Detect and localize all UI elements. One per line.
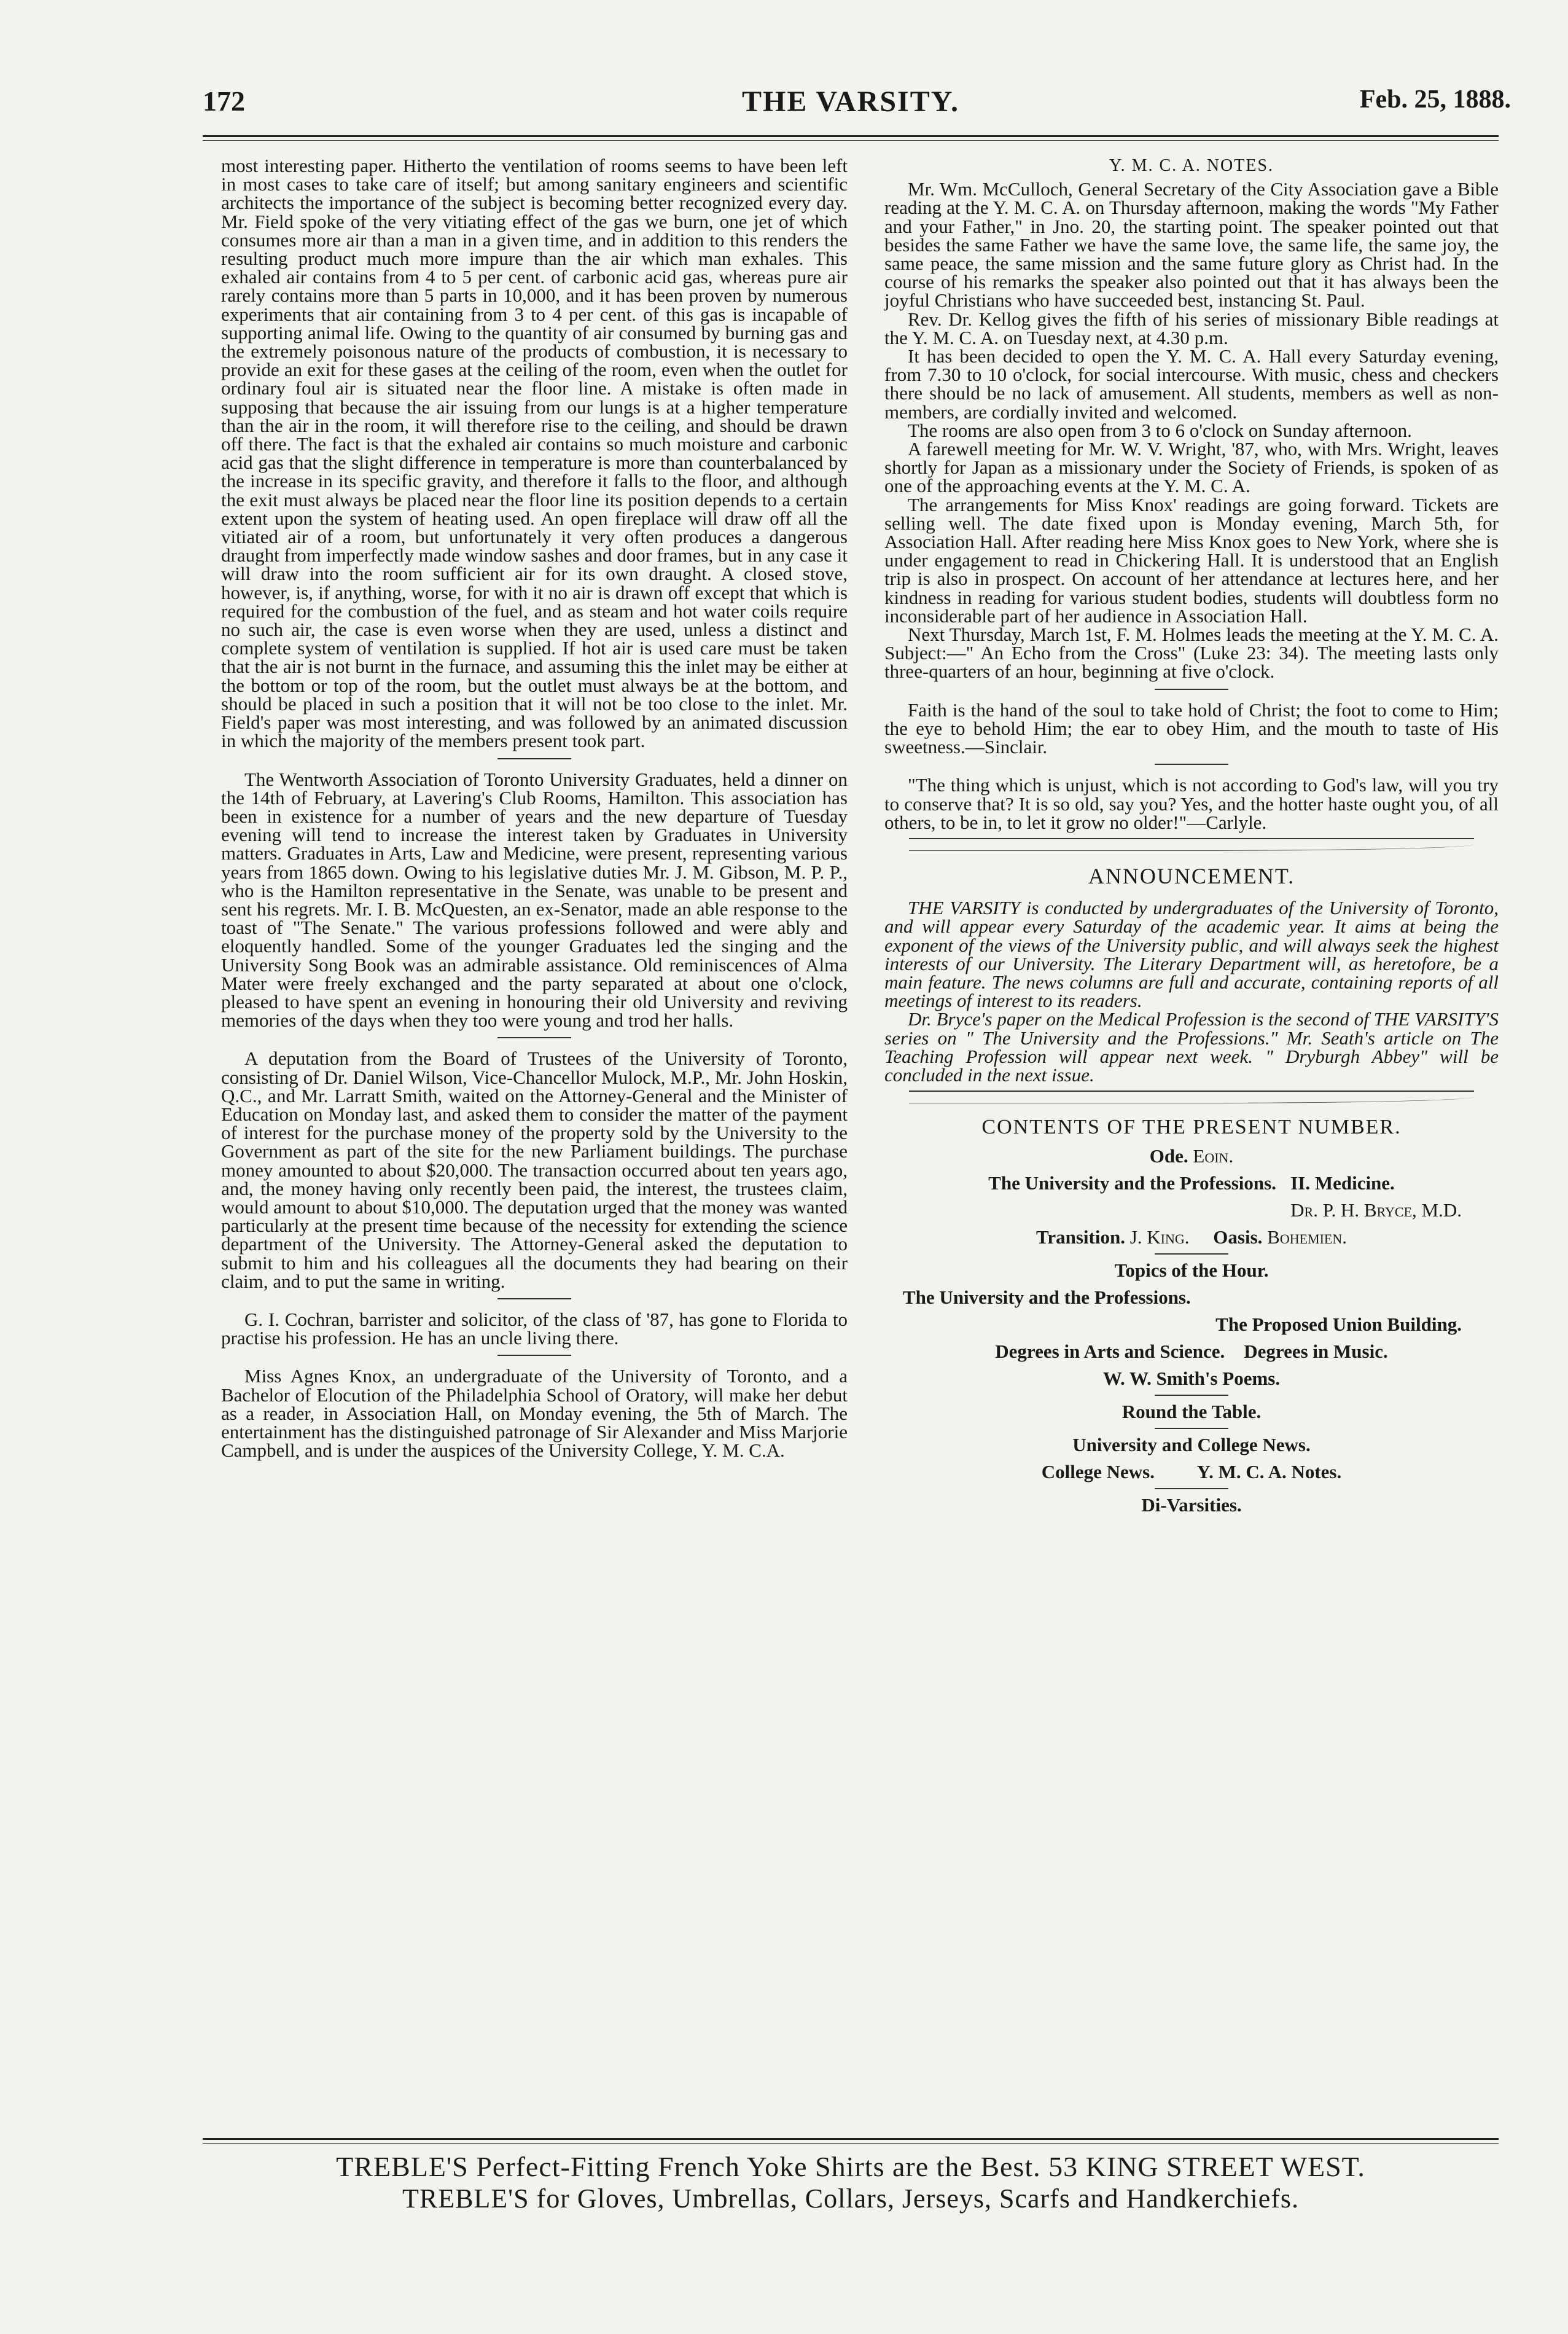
toc-item: The University and the Professions.	[903, 1286, 1191, 1309]
advert-line: TREBLE'S for Gloves, Umbrellas, Collars, Jerseys, Scarfs and Handkerchiefs.	[402, 2183, 1300, 2214]
announcement-text: THE VARSITY is conducted by undergraduates of the University of Toronto, and will appear every Saturday of the academic year. It aims at being the exponent of the views of the University public, and will always seek the highest interests of our University. The Literary Department will, as heretofore, be a main feature. The news columns are full and accurate, containing reports of all meetings of interest to its readers.	[884, 897, 1499, 1012]
left-column	[221, 157, 848, 1460]
divider	[497, 1298, 571, 1299]
footer-rule	[203, 2138, 1499, 2144]
article-deputation: A deputation from the Board of Trustees of the University of Toronto, consisting of Dr. Daniel Wilson, Vice-Chancellor Mulock, M.P., Mr. John Hoskin, Q.C., and Mr. Larratt Smith, waited on the Attorney-General and the Minister of Education on Monday last, and asked them to consider the matter of the payment of interest for the purchase money of the property sold by the University to the Government as part of the site for the new Parliament buildings. The purchase money amounted to about $20,000. The transaction occurred about ten years ago, and, the money having only recently been paid, the interest, the trustees claim, would amount to about $10,000. The deputation urged that the money was wanted particularly at the present time because of the necessity for extending the science department of the University. The Attorney-General asked the deputation to submit to him and his colleagues all the documents they had bearing on their claim, and to put the same in writing.	[221, 1048, 848, 1292]
toc-item: Topics of the Hour.	[1114, 1259, 1269, 1282]
issue-date: Feb. 25, 1888.	[1359, 85, 1511, 114]
toc-item: The Proposed Union Building.	[1215, 1314, 1462, 1336]
ymca-note: Rev. Dr. Kellog gives the fifth of his series of missionary Bible readings at the Y. M. C. A. on Tuesday next, at 4.30 p.m.	[884, 308, 1499, 348]
toc-author: J. King.	[1129, 1226, 1190, 1248]
toc-author: Dr. P. H. Bryce, M.D.	[1290, 1199, 1462, 1221]
divider	[1155, 1253, 1228, 1255]
divider	[1155, 1428, 1228, 1429]
toc-item: Di-Varsities.	[1141, 1494, 1242, 1516]
toc-item: Round the Table.	[1121, 1401, 1262, 1423]
divider	[497, 758, 571, 759]
ymca-note: A farewell meeting for Mr. W. V. Wright, '87, who, with Mrs. Wright, leaves shortly for Japan as a missionary under the Society of Friends, is spoken of as one of the approaching events at the Y. M. C. A.	[884, 438, 1499, 497]
divider	[497, 1037, 571, 1038]
quote-carlyle: "The thing which is unjust, which is not according to God's law, will you try to conserve that? It is so old, say you? Yes, and the hotter haste ought you, of all others, to be in, to let it grow no older!"—Carlyle.	[884, 774, 1499, 833]
divider	[1155, 1488, 1228, 1489]
divider	[1155, 1395, 1228, 1396]
announcement-text: Dr. Bryce's paper on the Medical Profession is the second of THE VARSITY'S series on " The University and the Professions." Mr. Seath's article on The Teaching Profession will appear next week. " Dryburgh Abbey" will be concluded in the next issue.	[884, 1008, 1499, 1086]
table-of-contents	[884, 1143, 1499, 1519]
toc-item: University and College News.	[1072, 1434, 1311, 1456]
divider	[497, 1355, 571, 1356]
page-title: THE VARSITY.	[742, 85, 959, 118]
header-rule	[203, 135, 1499, 141]
ymca-note: It has been decided to open the Y. M. C. A. Hall every Saturday evening, from 7.30 to 10 o'clock, for social intercourse. With music, chess and checkers there should be no lack of amusement. All students, members as well as non-members, are cordially invited and welcomed.	[884, 345, 1499, 423]
announcement-title: ANNOUNCEMENT.	[1088, 863, 1295, 888]
toc-item: Degrees in Music.	[1244, 1341, 1388, 1363]
toc-author: Eoin.	[1193, 1145, 1234, 1167]
page-number: 172	[203, 85, 245, 117]
announcement	[884, 899, 1499, 1084]
advert-line: TREBLE'S Perfect-Fitting French Yoke Shirts are the Best. 53 KING STREET WEST.	[336, 2151, 1365, 2182]
ymca-note: The rooms are also open from 3 to 6 o'clock on Sunday afternoon.	[908, 419, 1412, 441]
toc-item: Degrees in Arts and Science.	[995, 1341, 1225, 1363]
toc-item: Y. M. C. A. Notes.	[1196, 1461, 1342, 1483]
article-wentworth: The Wentworth Association of Toronto University Graduates, held a dinner on the 14th of February, at Lavering's Club Rooms, Hamilton. This association has been in existence for a number of years and the new departure of Tuesday evening will tend to increase the interest taken by Graduates in University matters. Graduates in Arts, Law and Medicine, were present, representing various years from 1865 down. Owing to his legislative duties Mr. J. M. Gibson, M. P. P., who is the Hamilton representative in the Senate, was unable to be present and sent his regrets. Mr. I. B. McQuesten, an ex-Senator, made an able response to the toast of "The Senate." The various professions followed and were ably and eloquently handled. Some of the younger Graduates led the singing and the University Song Book was an admirable assistance. Old reminiscences of Alma Mater were freely exchanged and the party separated at about one o'clock, pleased to have spent an evening in honouring their old University and reviving memories of the days when they too were young and trod her halls.	[221, 768, 848, 1032]
article-knox: Miss Agnes Knox, an undergraduate of the University of Toronto, and a Bachelor of Elocution of the Philadelphia School of Oratory, will make her debut as a reader, in Association Hall, on Monday evening, the 5th of March. The entertainment has the distinguished patronage of Sir Alexander and Miss Marjorie Campbell, and is under the auspices of the University College, Y. M. C.A.	[221, 1365, 848, 1462]
toc-item: Transition.	[1036, 1226, 1125, 1248]
toc-item: II. Medicine.	[1290, 1172, 1395, 1194]
article-cochran: G. I. Cochran, barrister and solicitor, of the class of '87, has gone to Florida to practise his profession. He has an uncle living there.	[221, 1308, 848, 1349]
ornamental-rule	[909, 838, 1474, 851]
masthead	[190, 85, 1511, 128]
right-column	[884, 157, 1499, 1519]
article-ventilation: most interesting paper. Hitherto the ventilation of rooms seems to have been left in most cases to take care of itself; but among sanitary engineers and scientific architects the importance of the subject is becoming better recognized every day. Mr. Field spoke of the very vitiating effect of the gas we burn, one jet of which consumes more air than a man in a given time, and in addition to this renders the resulting product much more impure than the air which man exhales. This exhaled air contains from 4 to 5 per cent. of carbonic acid gas, whereas pure air rarely contains more than 5 parts in 10,000, and it has been proven by numerous experiments that air containing from 3 to 4 per cent. of this gas is incapable of supporting animal life. Owing to the quantity of air consumed by burning gas and the extremely poisonous nature of the products of combustion, it is necessary to provide an exit for these gases at the ceiling of the room, even when the outlet for ordinary foul air is situated near the floor line. A mistake is often made in supposing that because the air issuing from our lungs is at a higher temperature than the air in the room, it will therefore rise to the ceiling, and should be drawn off there. The fact is that the exhaled air contains so much moisture and carbonic acid gas that the slight difference in temperature is more than counterbalanced by the increase in its specific gravity, and therefore it falls to the floor, and although the exit must always be placed near the floor line its position depends to a certain extent upon the system of heating used. An open fireplace will draw off all the vitiated air of a room, but unfortunately it very often produces a dangerous draught from imperfectly made window sashes and door frames, but in any case it will draw into the room sufficient air for its own draught. A closed stove, however, is, if anything, worse, for with it no air is drawn off except that which is required for the combustion of the fuel, and as steam and hot water coils require no such air, the case is even worse when they are used, unless a distinct and complete system of ventilation is supplied. If hot air is used care must be taken that the air is not burnt in the furnace, and assuming this the inlet may be either at the bottom or top of the room, but the outlet must always be at the bottom, and should be placed in such a position that it will not be too close to the inlet. Mr. Field's paper was most interesting, and was followed by an animated discussion in which the majority of the members present took part.	[221, 155, 848, 752]
ymca-note: Next Thursday, March 1st, F. M. Holmes leads the meeting at the Y. M. C. A. Subject:—" An Echo from the Cross" (Luke 23: 34). The meeting lasts only three-quarters of an hour, beginning at five o'clock.	[884, 624, 1499, 683]
toc-item: Oasis.	[1213, 1226, 1263, 1248]
ymca-note: Mr. Wm. McCulloch, General Secretary of the City Association gave a Bible reading at the Y. M. C. A. on Thursday afternoon, making the words "My Father and your Father," in Jno. 20, the starting point. The speaker pointed out that besides the same Father we have the same love, the same life, the same joy, the same peace, the same mission and the same future glory as Christ had. In the course of his remarks the speaker also pointed out that it has always been the joyful Christians who have succeeded best, instancing St. Paul.	[884, 178, 1499, 311]
toc-item: W. W. Smith's Poems.	[1102, 1368, 1281, 1390]
toc-author: Bohemien.	[1267, 1226, 1347, 1248]
divider	[1155, 689, 1228, 690]
toc-item: The University and the Professions.	[988, 1172, 1276, 1194]
ymca-note: The arrangements for Miss Knox' readings are going forward. Tickets are selling well. The date fixed upon is Monday evening, March 5th, for Association Hall. After reading here Miss Knox goes to New York, where she is under engagement to read in Chickering Hall. It is understood that an English trip is also in prospect. On account of her attendance at lectures here, and her kindness in reading for various student bodies, students will doubtless form no inconsiderable part of her audience in Association Hall.	[884, 493, 1499, 627]
ymca-heading: Y. M. C. A. NOTES.	[1109, 156, 1274, 175]
quote-sinclair: Faith is the hand of the soul to take hold of Christ; the foot to come to Him; the eye to behold Him; the ear to obey Him, and the mouth to taste of His sweetness.—Sinclair.	[884, 699, 1499, 758]
toc-item: College News.	[1041, 1461, 1155, 1483]
ornamental-rule	[909, 1091, 1474, 1103]
contents-title: CONTENTS OF THE PRESENT NUMBER.	[981, 1116, 1402, 1139]
toc-item: Ode.	[1149, 1145, 1188, 1167]
advertisement	[203, 2150, 1499, 2214]
divider	[1155, 764, 1228, 765]
